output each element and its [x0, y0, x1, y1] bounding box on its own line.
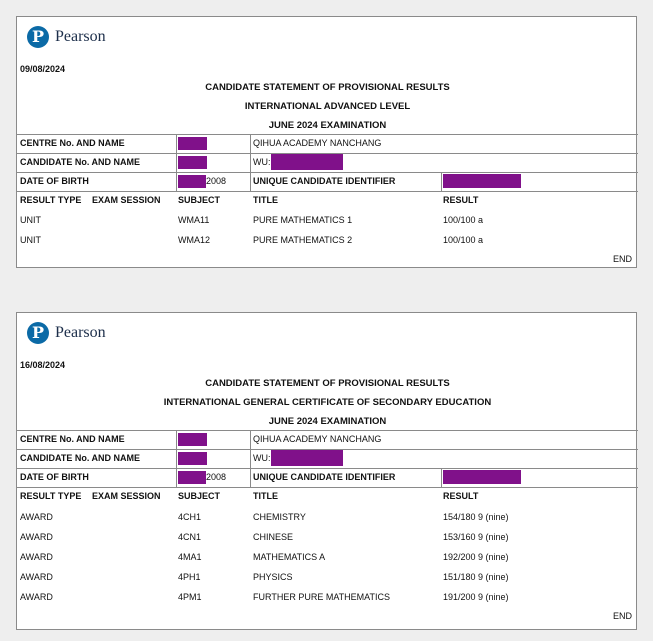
end-marker: END [612, 611, 632, 621]
result-value: 100/100 a [443, 215, 484, 225]
result-value: 100/100 a [443, 235, 484, 245]
uci-label: UNIQUE CANDIDATE IDENTIFIER [253, 176, 396, 186]
dob-year: 2008 [206, 176, 227, 186]
result-type: AWARD [20, 572, 53, 582]
pearson-wordmark: Pearson [55, 324, 106, 341]
pearson-logo [27, 321, 106, 345]
subject-code: WMA12 [178, 235, 211, 245]
result-type: AWARD [20, 532, 53, 542]
statement-heading: CANDIDATE STATEMENT OF PROVISIONAL RESULTS [205, 378, 450, 389]
subject-title: CHINESE [253, 532, 294, 542]
dob-year: 2008 [206, 472, 227, 482]
result-type: AWARD [20, 592, 53, 602]
subject-code: 4PM1 [178, 592, 202, 602]
col-subject: SUBJECT [178, 491, 221, 501]
subject-code: 4CH1 [178, 512, 202, 522]
redacted-dob [178, 471, 206, 484]
col-exam-session: EXAM SESSION [92, 195, 161, 205]
subject-title: PURE MATHEMATICS 1 [253, 215, 353, 225]
redacted-candidate-number [178, 156, 207, 169]
col-title: TITLE [253, 195, 278, 205]
subject-code: 4MA1 [178, 552, 202, 562]
pearson-logo-mark: P [27, 322, 49, 344]
candidate-name-prefix: WU: [253, 157, 271, 167]
qualification-heading: INTERNATIONAL ADVANCED LEVEL [244, 101, 411, 112]
result-value: 153/160 9 (nine) [443, 532, 509, 542]
subject-title: MATHEMATICS A [253, 552, 326, 562]
result-value: 154/180 9 (nine) [443, 512, 509, 522]
statement-date: 16/08/2024 [20, 360, 66, 370]
table-rule [250, 430, 251, 487]
subject-code: WMA11 [178, 215, 210, 225]
subject-title: CHEMISTRY [253, 512, 306, 522]
table-rule [17, 468, 638, 469]
table-rule [17, 191, 638, 192]
redacted-candidate-number [178, 452, 207, 465]
results-statement-igcse [16, 312, 637, 630]
col-result: RESULT [443, 491, 479, 501]
subject-code: 4PH1 [178, 572, 201, 582]
uci-label: UNIQUE CANDIDATE IDENTIFIER [253, 472, 396, 482]
table-rule [176, 430, 177, 487]
table-rule [250, 134, 251, 191]
subject-title: FURTHER PURE MATHEMATICS [253, 592, 391, 602]
examination-heading: JUNE 2024 EXAMINATION [268, 416, 387, 427]
pearson-logo [27, 25, 106, 49]
redacted-candidate-name [271, 154, 343, 170]
candidate-label: CANDIDATE No. AND NAME [20, 157, 140, 167]
redacted-dob [178, 175, 206, 188]
results-statement-ial [16, 16, 637, 268]
table-rule [17, 134, 638, 135]
subject-title: PURE MATHEMATICS 2 [253, 235, 353, 245]
col-subject: SUBJECT [178, 195, 221, 205]
pearson-wordmark: Pearson [55, 28, 106, 45]
end-marker: END [612, 254, 632, 264]
subject-code: 4CN1 [178, 532, 202, 542]
table-rule [17, 430, 638, 431]
centre-name: QIHUA ACADEMY NANCHANG [253, 434, 382, 444]
statement-date: 09/08/2024 [20, 64, 66, 74]
qualification-heading: INTERNATIONAL GENERAL CERTIFICATE OF SECONDARY EDUCATION [163, 397, 492, 408]
candidate-name-prefix: WU: [253, 453, 271, 463]
subject-title: PHYSICS [253, 572, 293, 582]
table-rule [17, 172, 638, 173]
centre-label: CENTRE No. AND NAME [20, 434, 125, 444]
table-rule [441, 468, 442, 487]
redacted-centre-number [178, 433, 207, 446]
centre-label: CENTRE No. AND NAME [20, 138, 125, 148]
table-rule [17, 487, 638, 488]
statement-heading: CANDIDATE STATEMENT OF PROVISIONAL RESULTS [205, 82, 450, 93]
col-exam-session: EXAM SESSION [92, 491, 161, 501]
result-type: UNIT [20, 215, 41, 225]
col-result-type: RESULT TYPE [20, 195, 82, 205]
examination-heading: JUNE 2024 EXAMINATION [268, 120, 387, 131]
result-value: 192/200 9 (nine) [443, 552, 509, 562]
pearson-logo-mark: P [27, 26, 49, 48]
col-result: RESULT [443, 195, 479, 205]
redacted-centre-number [178, 137, 207, 150]
result-value: 191/200 9 (nine) [443, 592, 509, 602]
centre-name: QIHUA ACADEMY NANCHANG [253, 138, 382, 148]
result-type: AWARD [20, 552, 53, 562]
redacted-uci [443, 174, 521, 188]
dob-label: DATE OF BIRTH [20, 176, 89, 186]
redacted-uci [443, 470, 521, 484]
col-result-type: RESULT TYPE [20, 491, 82, 501]
dob-label: DATE OF BIRTH [20, 472, 89, 482]
redacted-candidate-name [271, 450, 343, 466]
candidate-label: CANDIDATE No. AND NAME [20, 453, 140, 463]
table-rule [441, 172, 442, 191]
result-type: UNIT [20, 235, 41, 245]
result-value: 151/180 9 (nine) [443, 572, 509, 582]
table-rule [176, 134, 177, 191]
col-title: TITLE [253, 491, 278, 501]
result-type: AWARD [20, 512, 53, 522]
